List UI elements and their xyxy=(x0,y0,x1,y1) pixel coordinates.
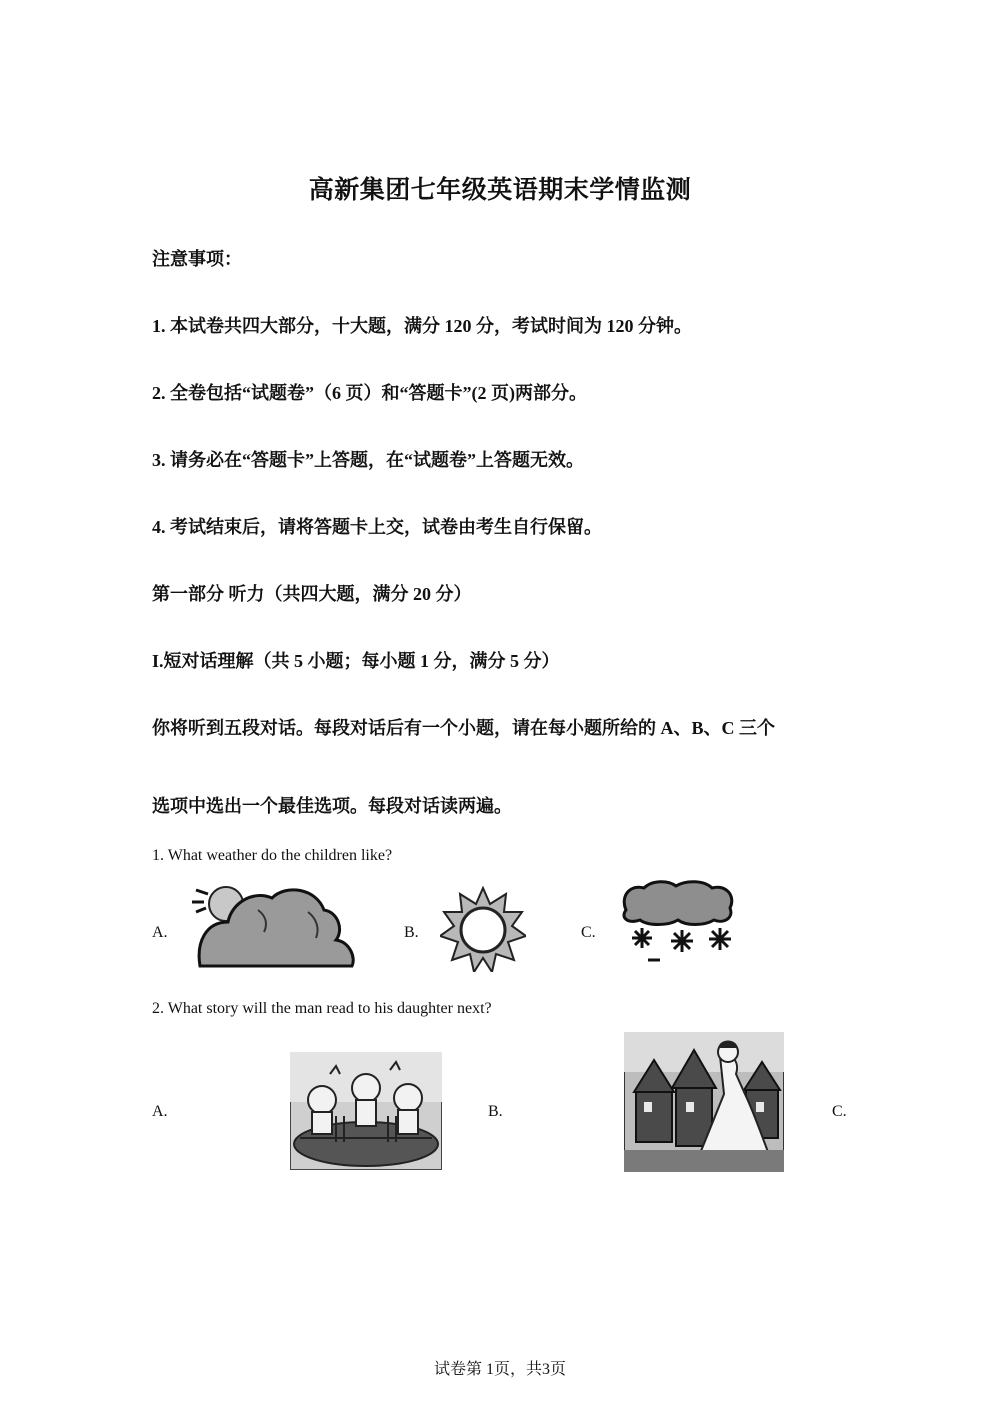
q2-option-b-label: B. xyxy=(488,1103,503,1120)
notice-item-1: 1. 本试卷共四大部分，十大题，满分 120 分，考试时间为 120 分钟。 xyxy=(152,316,692,336)
question-1-text: 1. What weather do the children like? xyxy=(152,847,393,864)
question-2-text: 2. What story will the man read to his daughter next? xyxy=(152,1000,492,1017)
notice-item-4: 4. 考试结束后，请将答题卡上交，试卷由考生自行保留。 xyxy=(152,517,602,537)
instruction-line-2: 选项中选出一个最佳选项。每段对话读两遍。 xyxy=(152,796,512,816)
q2-option-a-label: A. xyxy=(152,1103,168,1120)
page-footer: 试卷第 1页，共3页 xyxy=(433,1361,566,1378)
section-one-heading: I.短对话理解（共 5 小题；每小题 1 分，满分 5 分） xyxy=(152,651,560,671)
q1-option-a-label: A. xyxy=(152,924,168,941)
instruction-line-1: 你将听到五段对话。每段对话后有一个小题，请在每小题所给的 A、B、C 三个 xyxy=(152,718,776,738)
notice-heading: 注意事项： xyxy=(152,249,242,269)
notice-item-2: 2. 全卷包括“试题卷”（6 页）和“答题卡”(2 页)两部分。 xyxy=(152,383,587,403)
part-one-heading: 第一部分 听力（共四大题，满分 20 分） xyxy=(152,584,472,604)
q2-option-c-label: C. xyxy=(832,1103,847,1120)
sun-icon xyxy=(440,886,526,972)
snow-icon xyxy=(620,880,736,968)
q1-option-c-label: C. xyxy=(581,924,596,941)
exam-title: 高新集团七年级英语期末学情监测 xyxy=(308,177,692,204)
snow-white-picture xyxy=(624,1032,784,1172)
three-little-pigs-picture xyxy=(290,1052,442,1170)
q1-option-b-label: B. xyxy=(404,924,419,941)
cloudy-icon xyxy=(188,880,358,970)
notice-item-3: 3. 请务必在“答题卡”上答题，在“试题卷”上答题无效。 xyxy=(152,450,584,470)
